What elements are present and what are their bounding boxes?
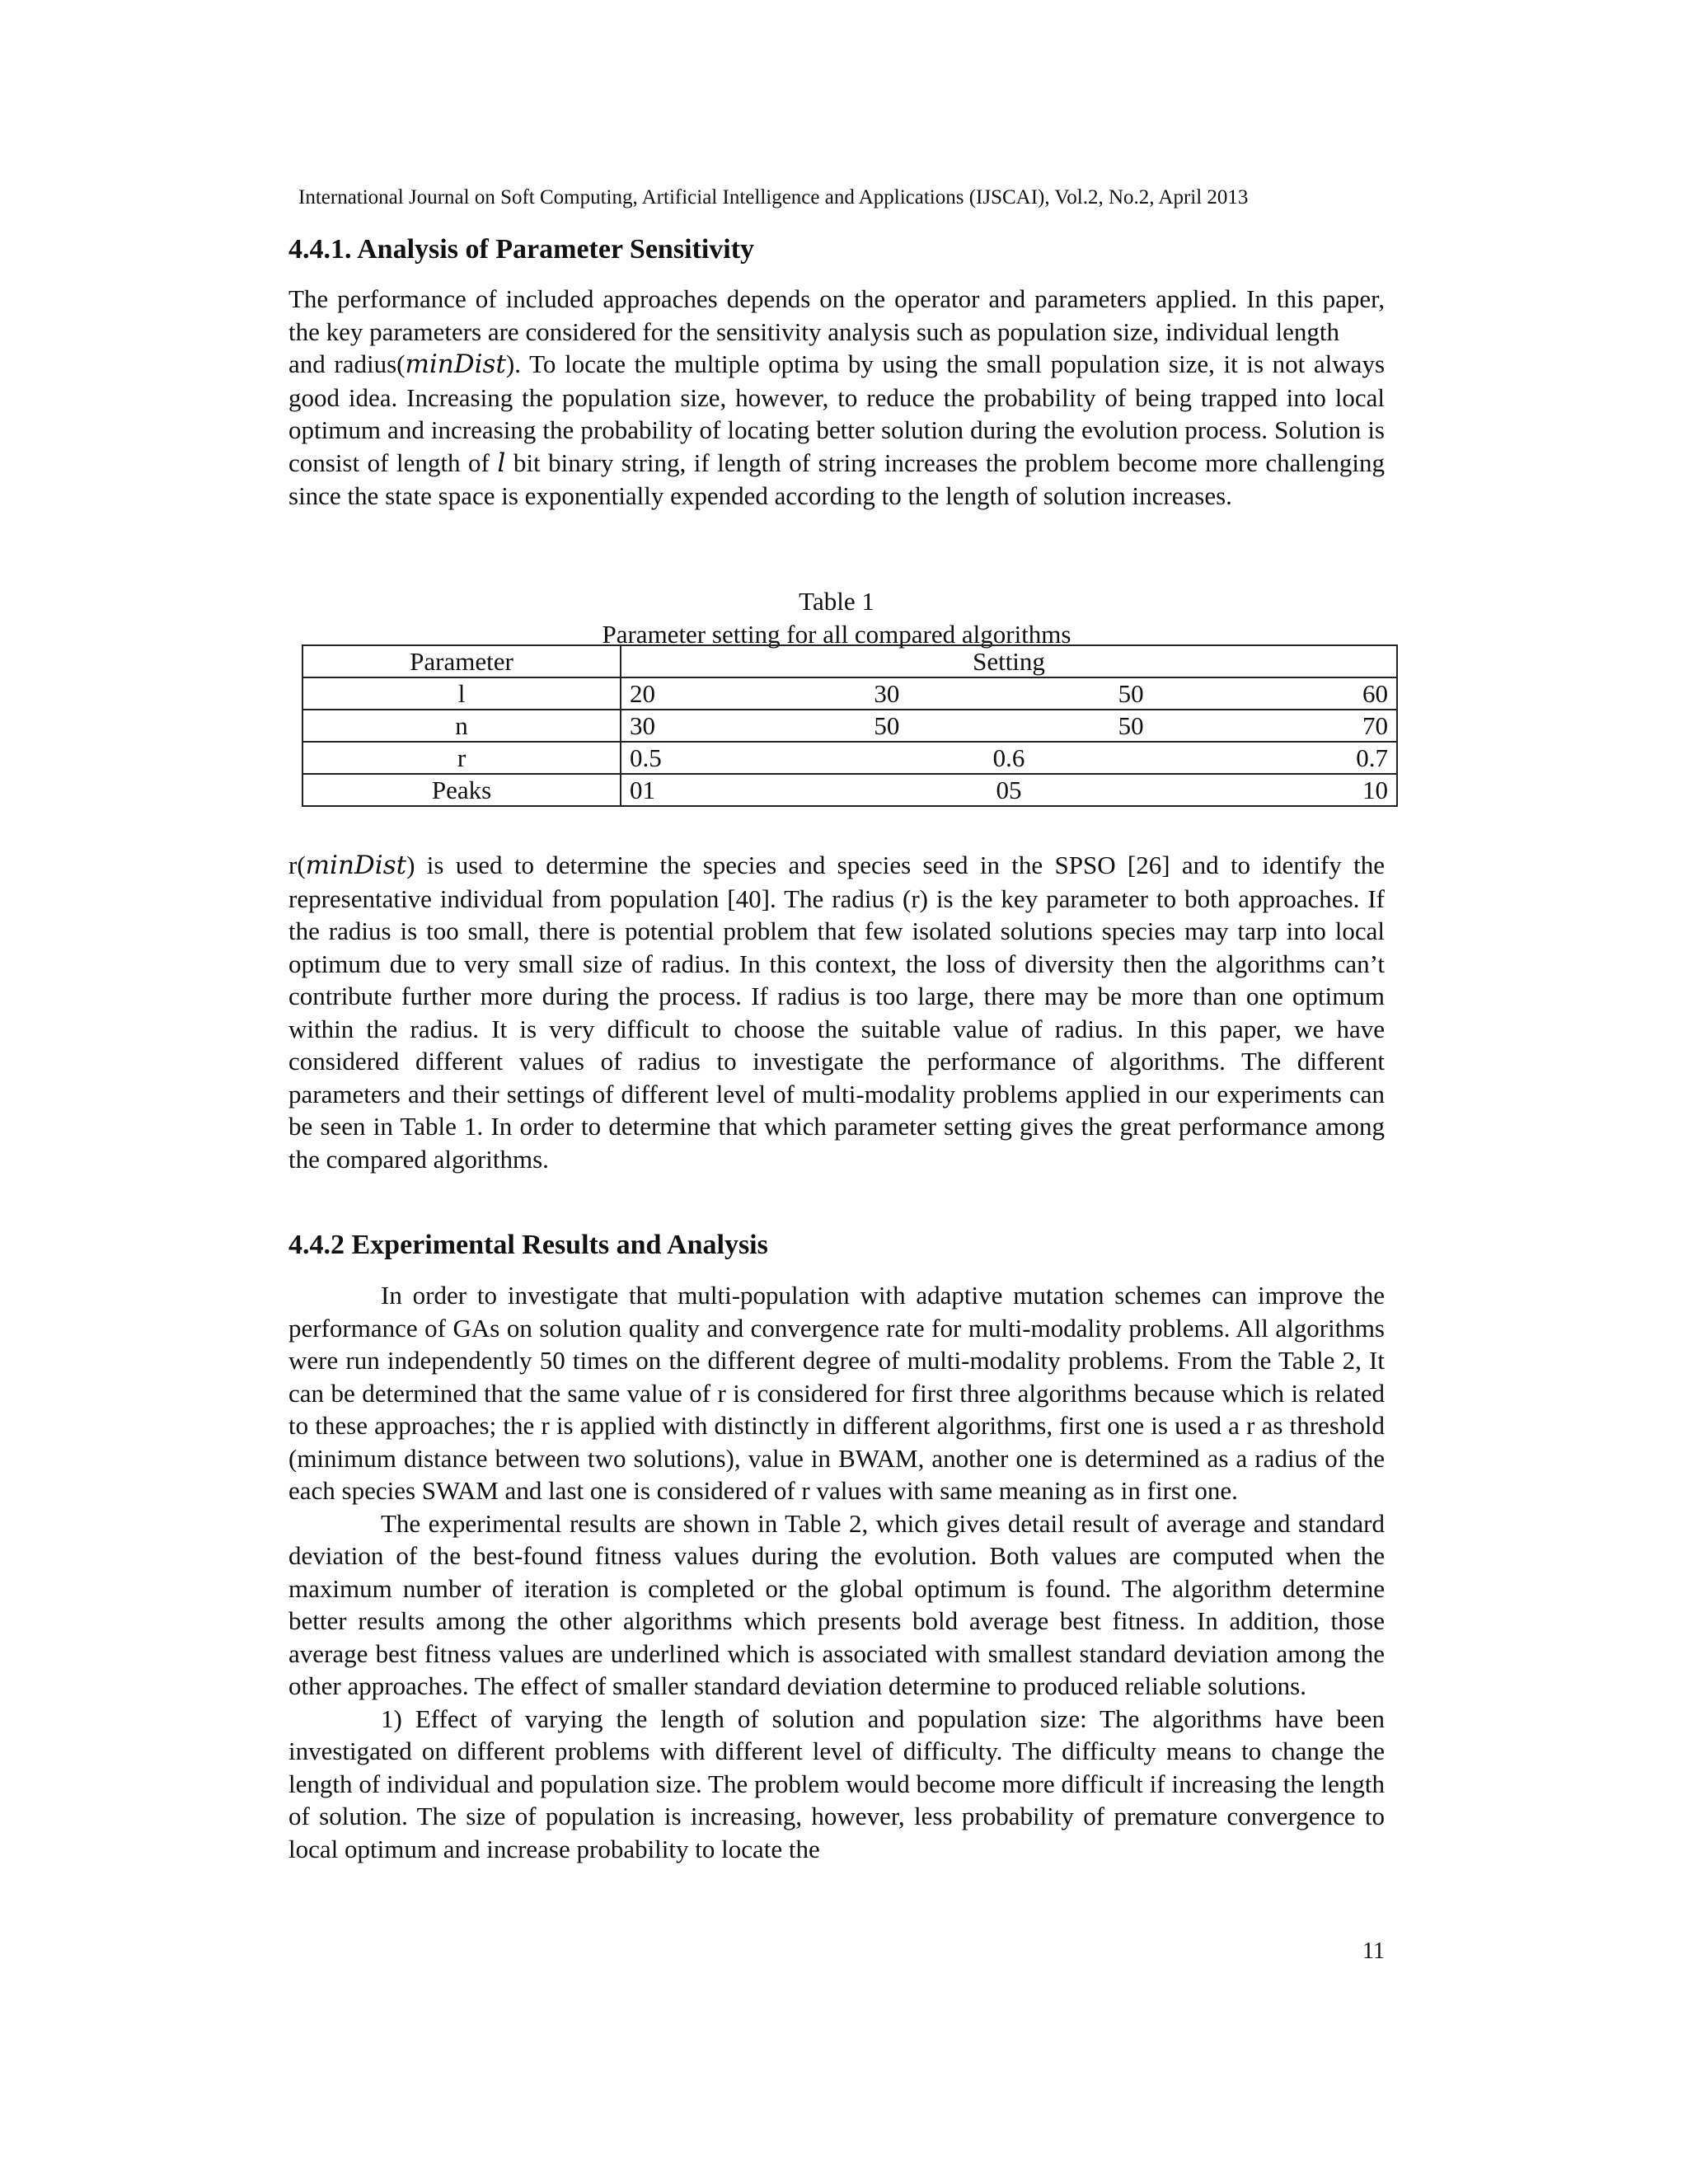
- section-heading-4-4-2: 4.4.2 Experimental Results and Analysis: [288, 1230, 768, 1260]
- param-name: Peaks: [302, 774, 621, 806]
- cell: 50: [1118, 710, 1144, 740]
- page-number: 11: [1362, 1938, 1385, 1964]
- paragraph-text: and radius(minDist). To locate the multiple optima by using the small population size, it is not always good idea. Increasing the population size, however, to reduce the probability of being trapped into local optimum and increasing the probability of locating better solution during the evolution process. Solution is consist of length of l bit binary string, if length of string increases the problem become more challenging since the state space is exponentially expended according to the length of solution increases.: [288, 349, 1386, 510]
- paragraph-radius: [288, 849, 1385, 1175]
- cell: 60: [1362, 678, 1388, 708]
- table-row: [302, 742, 1397, 774]
- table-row: [302, 774, 1397, 806]
- paragraph-results: [288, 1279, 1385, 1865]
- cell: 01: [630, 775, 655, 804]
- running-header: International Journal on Soft Computing, Artificial Intelligence and Applications (IJSCAI), Vol.2, No.2, April 2013: [298, 186, 1249, 209]
- math-l: l: [497, 448, 506, 478]
- cell: 05: [996, 775, 1022, 804]
- section-heading-4-4-1: 4.4.1. Analysis of Parameter Sensitivity: [288, 234, 755, 265]
- math-mindist: minDist: [405, 349, 506, 379]
- param-values: [621, 774, 1397, 806]
- cell: 0.5: [630, 743, 662, 772]
- cell: 50: [874, 710, 900, 740]
- cell: 50: [1118, 678, 1144, 708]
- paragraph-text: The experimental results are shown in Table 2, which gives detail result of average and standard deviation of the best-found fitness values during the evolution. Both values are computed when the maximum number of iteration is completed or the global optimum is found. The algorithm determine better results among the other algorithms which presents bold average best fitness. In addition, those average best fitness values are underlined which is associated with smallest standard deviation among the other approaches. The effect of smaller standard deviation determine to produced reliable solutions.: [288, 1508, 1385, 1700]
- cell: 30: [630, 710, 655, 740]
- cell: 20: [630, 678, 655, 708]
- param-name: n: [302, 710, 621, 742]
- cell: 0.6: [992, 743, 1025, 772]
- cell: 0.7: [1356, 743, 1388, 772]
- paragraph-intro: [288, 283, 1385, 513]
- param-name: l: [302, 677, 621, 710]
- table-header-row: [302, 645, 1397, 677]
- table-row: [302, 710, 1397, 742]
- paragraph-text: The performance of included approaches depends on the operator and parameters applied. In this paper, the key parameters are considered for the sensitivity analysis such as population size, individual length: [288, 284, 1385, 346]
- param-values: [621, 677, 1397, 710]
- cell: 70: [1362, 710, 1388, 740]
- paragraph-text: 1) Effect of varying the length of solution and population size: The algorithms have been investigated on different problems with different level of difficulty. The difficulty means to change the length of individual and population size. The problem would become more difficult if increasing the length of solution. The size of population is increasing, however, less probability of premature convergence to local optimum and increase probability to locate the: [288, 1704, 1385, 1863]
- cell: 10: [1362, 775, 1388, 804]
- table-caption: Parameter setting for all compared algorithms: [602, 620, 1071, 649]
- parameter-table: [302, 644, 1398, 807]
- cell: 30: [874, 678, 900, 708]
- param-name: r: [302, 742, 621, 774]
- param-values: [621, 710, 1397, 742]
- param-values: [621, 742, 1397, 774]
- header-setting: Setting: [621, 645, 1397, 677]
- table-label: Table 1: [799, 587, 874, 616]
- paragraph-text: In order to investigate that multi-population with adaptive mutation schemes can improve the performance of GAs on solution quality and convergence rate for multi-modality problems. All algorithms were run independently 50 times on the different degree of multi-modality problems. From the Table 2, It can be determined that the same value of r is considered for first three algorithms because which is related to these approaches; the r is applied with distinctly in different algorithms, first one is used a r as threshold (minimum distance between two solutions), value in BWAM, another one is determined as a radius of the each species SWAM and last one is considered of r values with same meaning as in first one.: [288, 1281, 1385, 1505]
- paragraph-text: r(minDist) is used to determine the species and species seed in the SPSO [26] and to identify the representative individual from population [40]. The radius (r) is the key parameter to both approaches. If the radius is too small, there is potential problem that few isolated solutions species may tarp into local optimum due to very small size of radius. In this context, the loss of diversity then the algorithms can’t contribute further more during the process. If radius is too large, there may be more than one optimum within the radius. It is very difficult to choose the suitable value of radius. In this paper, we have considered different values of radius to investigate the performance of algorithms. The different parameters and their settings of different level of multi-modality problems applied in our experiments can be seen in Table 1. In order to determine that which parameter setting gives the great performance among the compared algorithms.: [288, 851, 1385, 1174]
- table-row: [302, 677, 1397, 710]
- header-parameter: Parameter: [302, 645, 621, 677]
- math-mindist: minDist: [305, 851, 407, 880]
